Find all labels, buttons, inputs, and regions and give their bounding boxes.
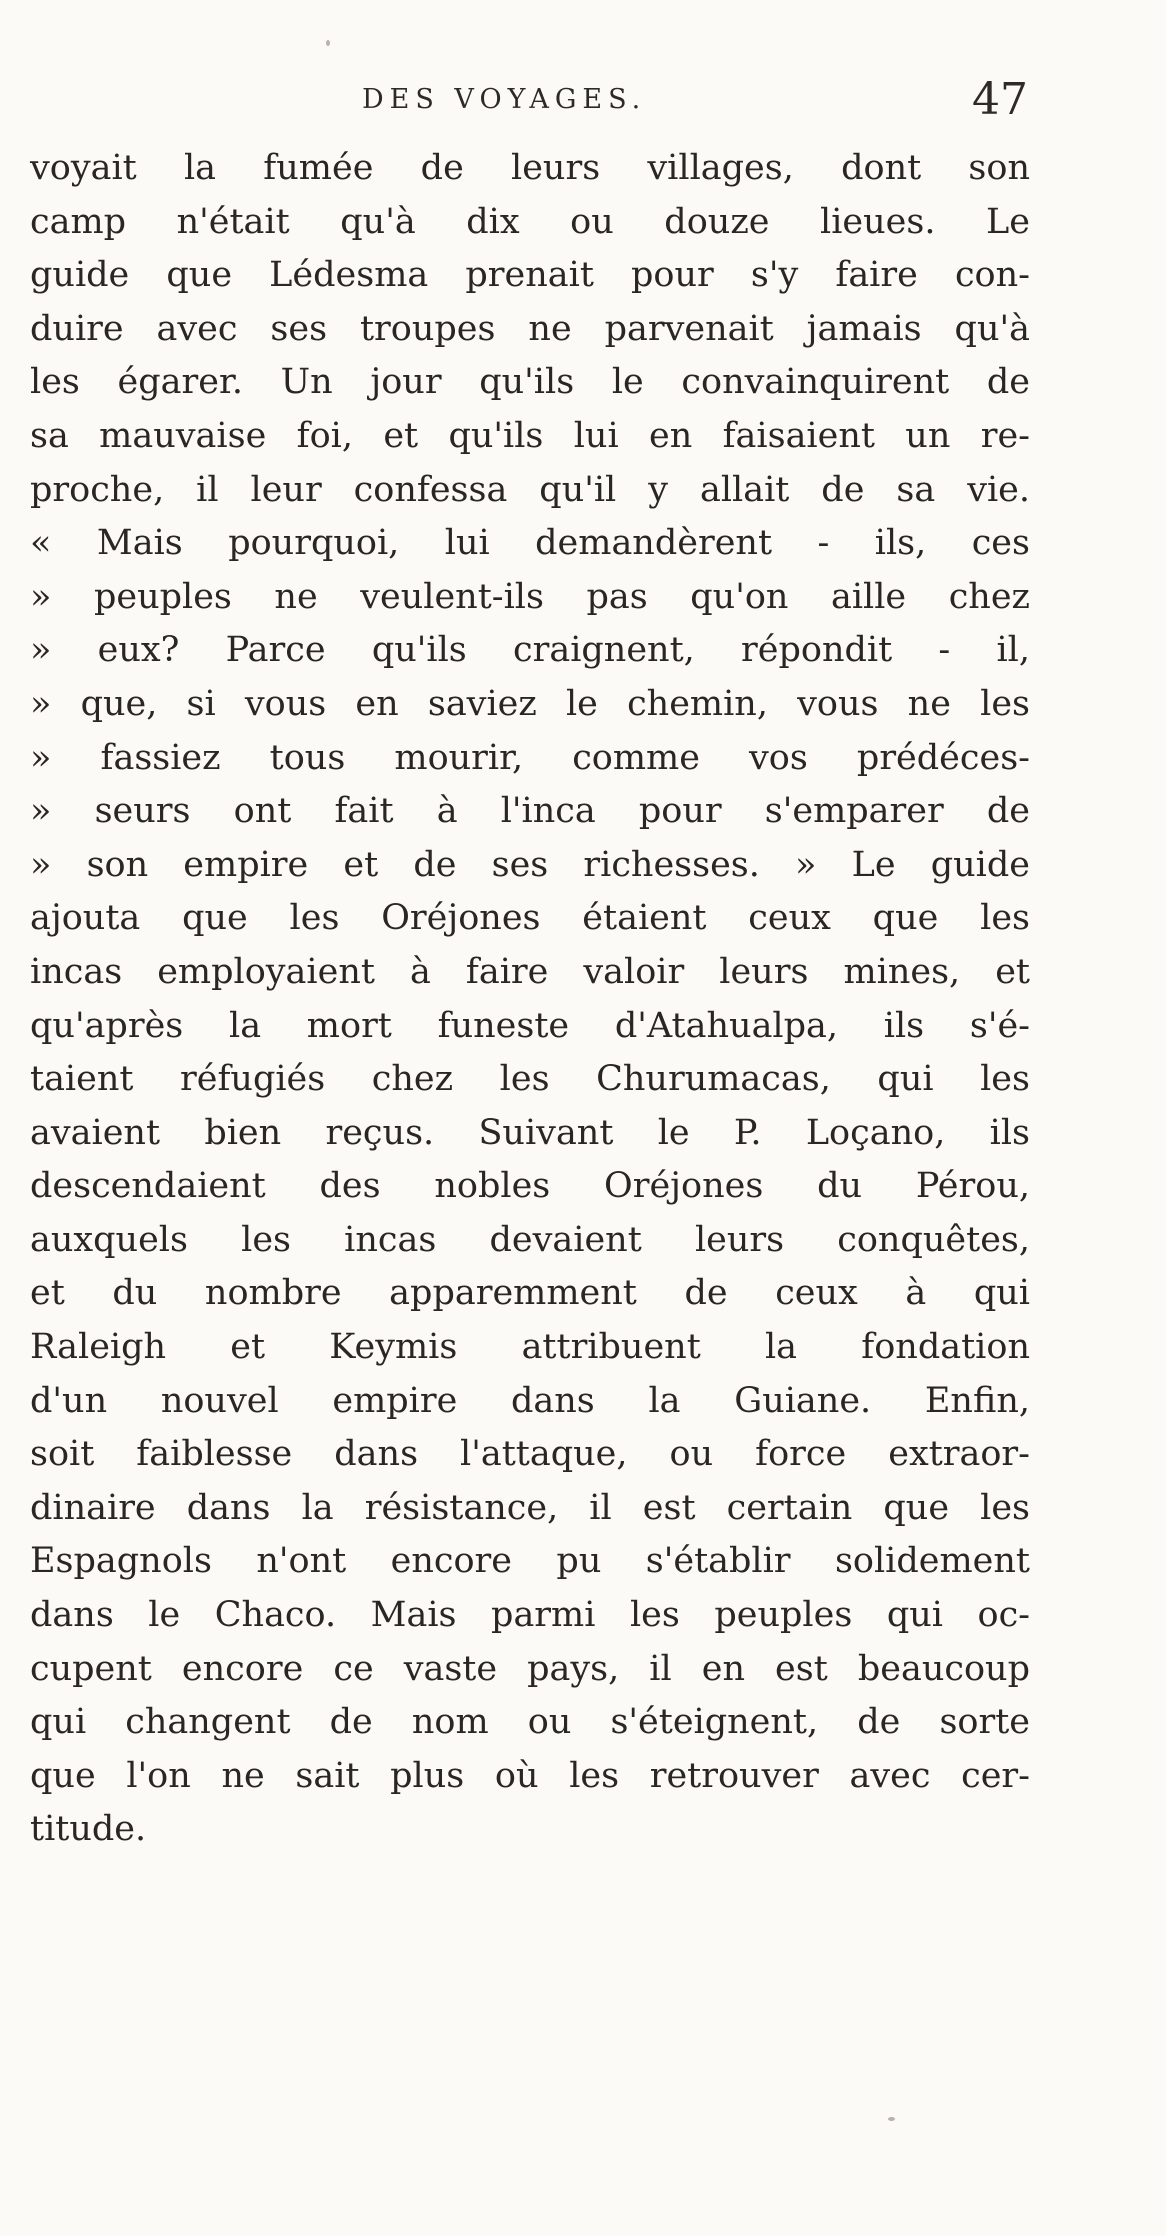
text-line: descendaient des nobles Oréjones du Pérou, [30, 1166, 1030, 1207]
running-head: DES VOYAGES. [362, 84, 647, 115]
text-line: qui changent de nom ou s'éteignent, de sorte [30, 1702, 1030, 1743]
text-line: auxquels les incas devaient leurs conquêtes, [30, 1219, 1030, 1260]
page-number: 47 [972, 74, 1028, 125]
text-line: d'un nouvel empire dans la Guiane. Enfin, [30, 1380, 1030, 1421]
text-line: proche, il leur confessa qu'il y allait de sa vie. [30, 469, 1030, 510]
text-line: duire avec ses troupes ne parvenait jamais qu'à [30, 308, 1030, 349]
text-line: cupent encore ce vaste pays, il en est beaucoup [30, 1648, 1030, 1689]
text-line: dinaire dans la résistance, il est certain que les [30, 1487, 1030, 1528]
text-line: que l'on ne sait plus où les retrouver avec cer- [30, 1755, 1030, 1796]
body-text [30, 142, 1030, 1857]
text-line: avaient bien reçus. Suivant le P. Loçano, ils [30, 1112, 1030, 1153]
text-line: soit faiblesse dans l'attaque, ou force extraor- [30, 1434, 1030, 1475]
text-line: Raleigh et Keymis attribuent la fondation [30, 1327, 1030, 1368]
text-line: » que, si vous en saviez le chemin, vous ne les [30, 683, 1030, 724]
text-line: qu'après la mort funeste d'Atahualpa, ils s'é- [30, 1005, 1030, 1046]
text-line: » fassiez tous mourir, comme vos prédéces- [30, 737, 1030, 778]
text-line: » eux? Parce qu'ils craignent, répondit - il, [30, 630, 1030, 671]
text-line: et du nombre apparemment de ceux à qui [30, 1273, 1030, 1314]
text-line: » peuples ne veulent-ils pas qu'on aille chez [30, 576, 1030, 617]
text-line: « Mais pourquoi, lui demandèrent - ils, ces [30, 523, 1030, 564]
text-line: dans le Chaco. Mais parmi les peuples qui oc- [30, 1595, 1030, 1636]
paper-speck [326, 40, 330, 46]
text-line: Espagnols n'ont encore pu s'établir solidement [30, 1541, 1030, 1582]
text-line: ajouta que les Oréjones étaient ceux que les [30, 898, 1030, 939]
text-line: les égarer. Un jour qu'ils le convainquirent de [30, 362, 1030, 403]
text-line: voyait la fumée de leurs villages, dont son [30, 148, 1030, 188]
text-line: sa mauvaise foi, et qu'ils lui en faisaient un re- [30, 415, 1030, 456]
text-line: camp n'était qu'à dix ou douze lieues. Le [30, 201, 1030, 242]
text-line: titude. [30, 1809, 147, 1850]
text-line: taient réfugiés chez les Churumacas, qui les [30, 1059, 1030, 1100]
text-line: » son empire et de ses richesses. » Le guide [30, 844, 1030, 885]
text-line: incas employaient à faire valoir leurs mines, et [30, 951, 1030, 992]
text-line: » seurs ont fait à l'inca pour s'emparer de [30, 791, 1030, 832]
text-line: guide que Lédesma prenait pour s'y faire con- [30, 255, 1030, 296]
paper-speck [888, 2117, 895, 2121]
